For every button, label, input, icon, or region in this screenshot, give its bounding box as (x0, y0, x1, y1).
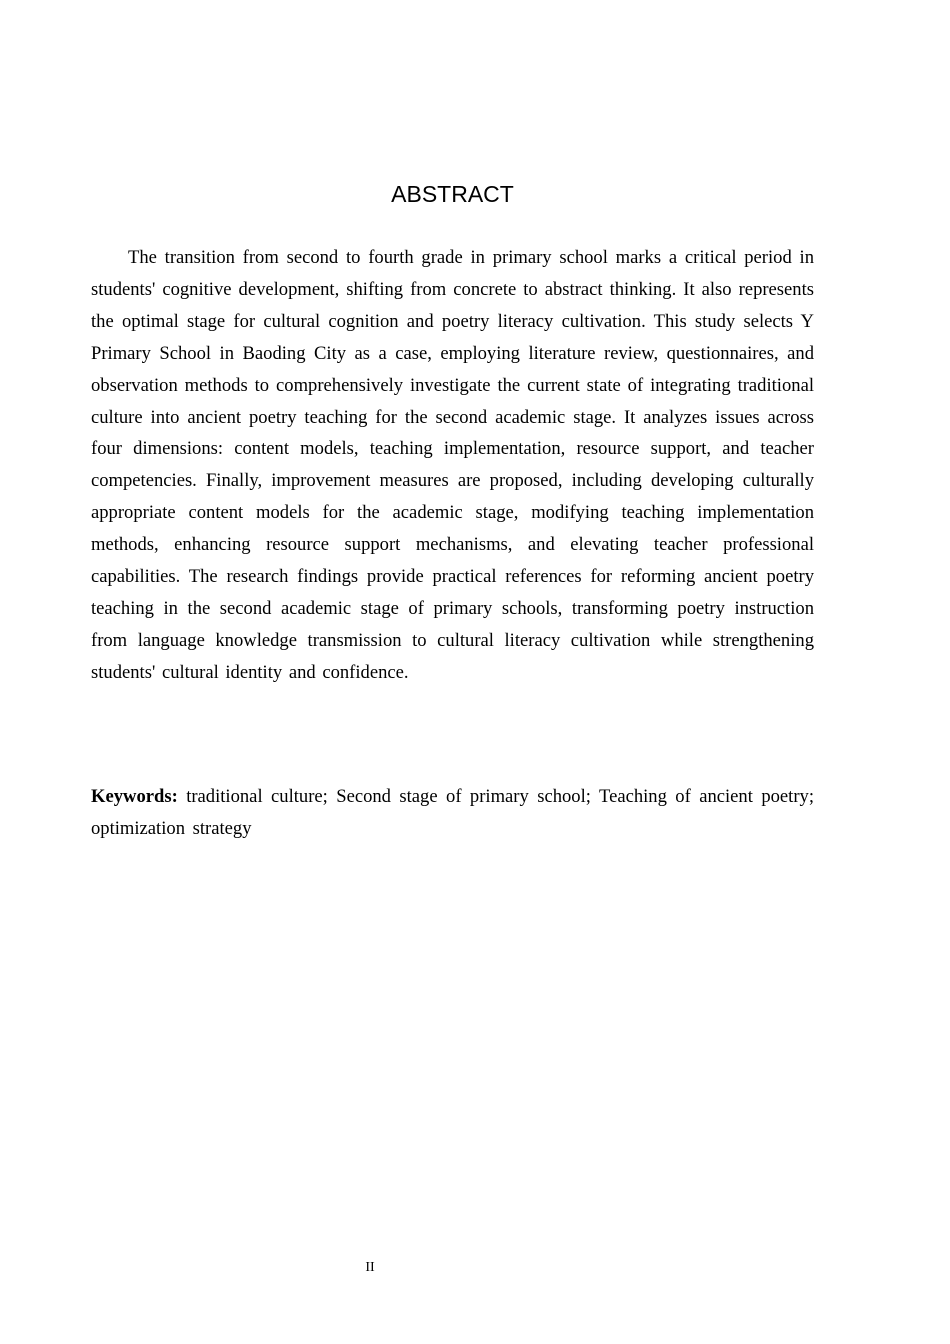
page-number: II (365, 1260, 375, 1275)
abstract-paragraph: The transition from second to fourth grade in primary school marks a critical period in students' cognitive development, shifting from concrete to abstract thinking. It also represents the optimal stage for cultural cognition and poetry literacy cultivation. This study selects Y Primary School in Baoding City as a case, employing literature review, questionnaires, and observation methods to comprehensively investigate the current state of integrating traditional culture into ancient poetry teaching for the second academic stage. It analyzes issues across four dimensions: content models, teaching implementation, resource support, and teacher competencies. Finally, improvement measures are proposed, including developing culturally appropriate content models for the academic stage, modifying teaching implementation methods, enhancing resource support mechanisms, and elevating teacher professional capabilities. The research findings provide practical references for reforming ancient poetry teaching in the second academic stage of primary schools, transforming poetry instruction from language knowledge transmission to cultural literacy cultivation while strengthening students' cultural identity and confidence. (91, 247, 814, 683)
abstract-title: ABSTRACT (391, 181, 514, 207)
keywords-label: Keywords: (91, 786, 178, 807)
keywords-list: traditional culture; Second stage of primary school; Teaching of ancient poetry; optimization strategy (91, 786, 814, 839)
keywords-paragraph (91, 781, 814, 845)
